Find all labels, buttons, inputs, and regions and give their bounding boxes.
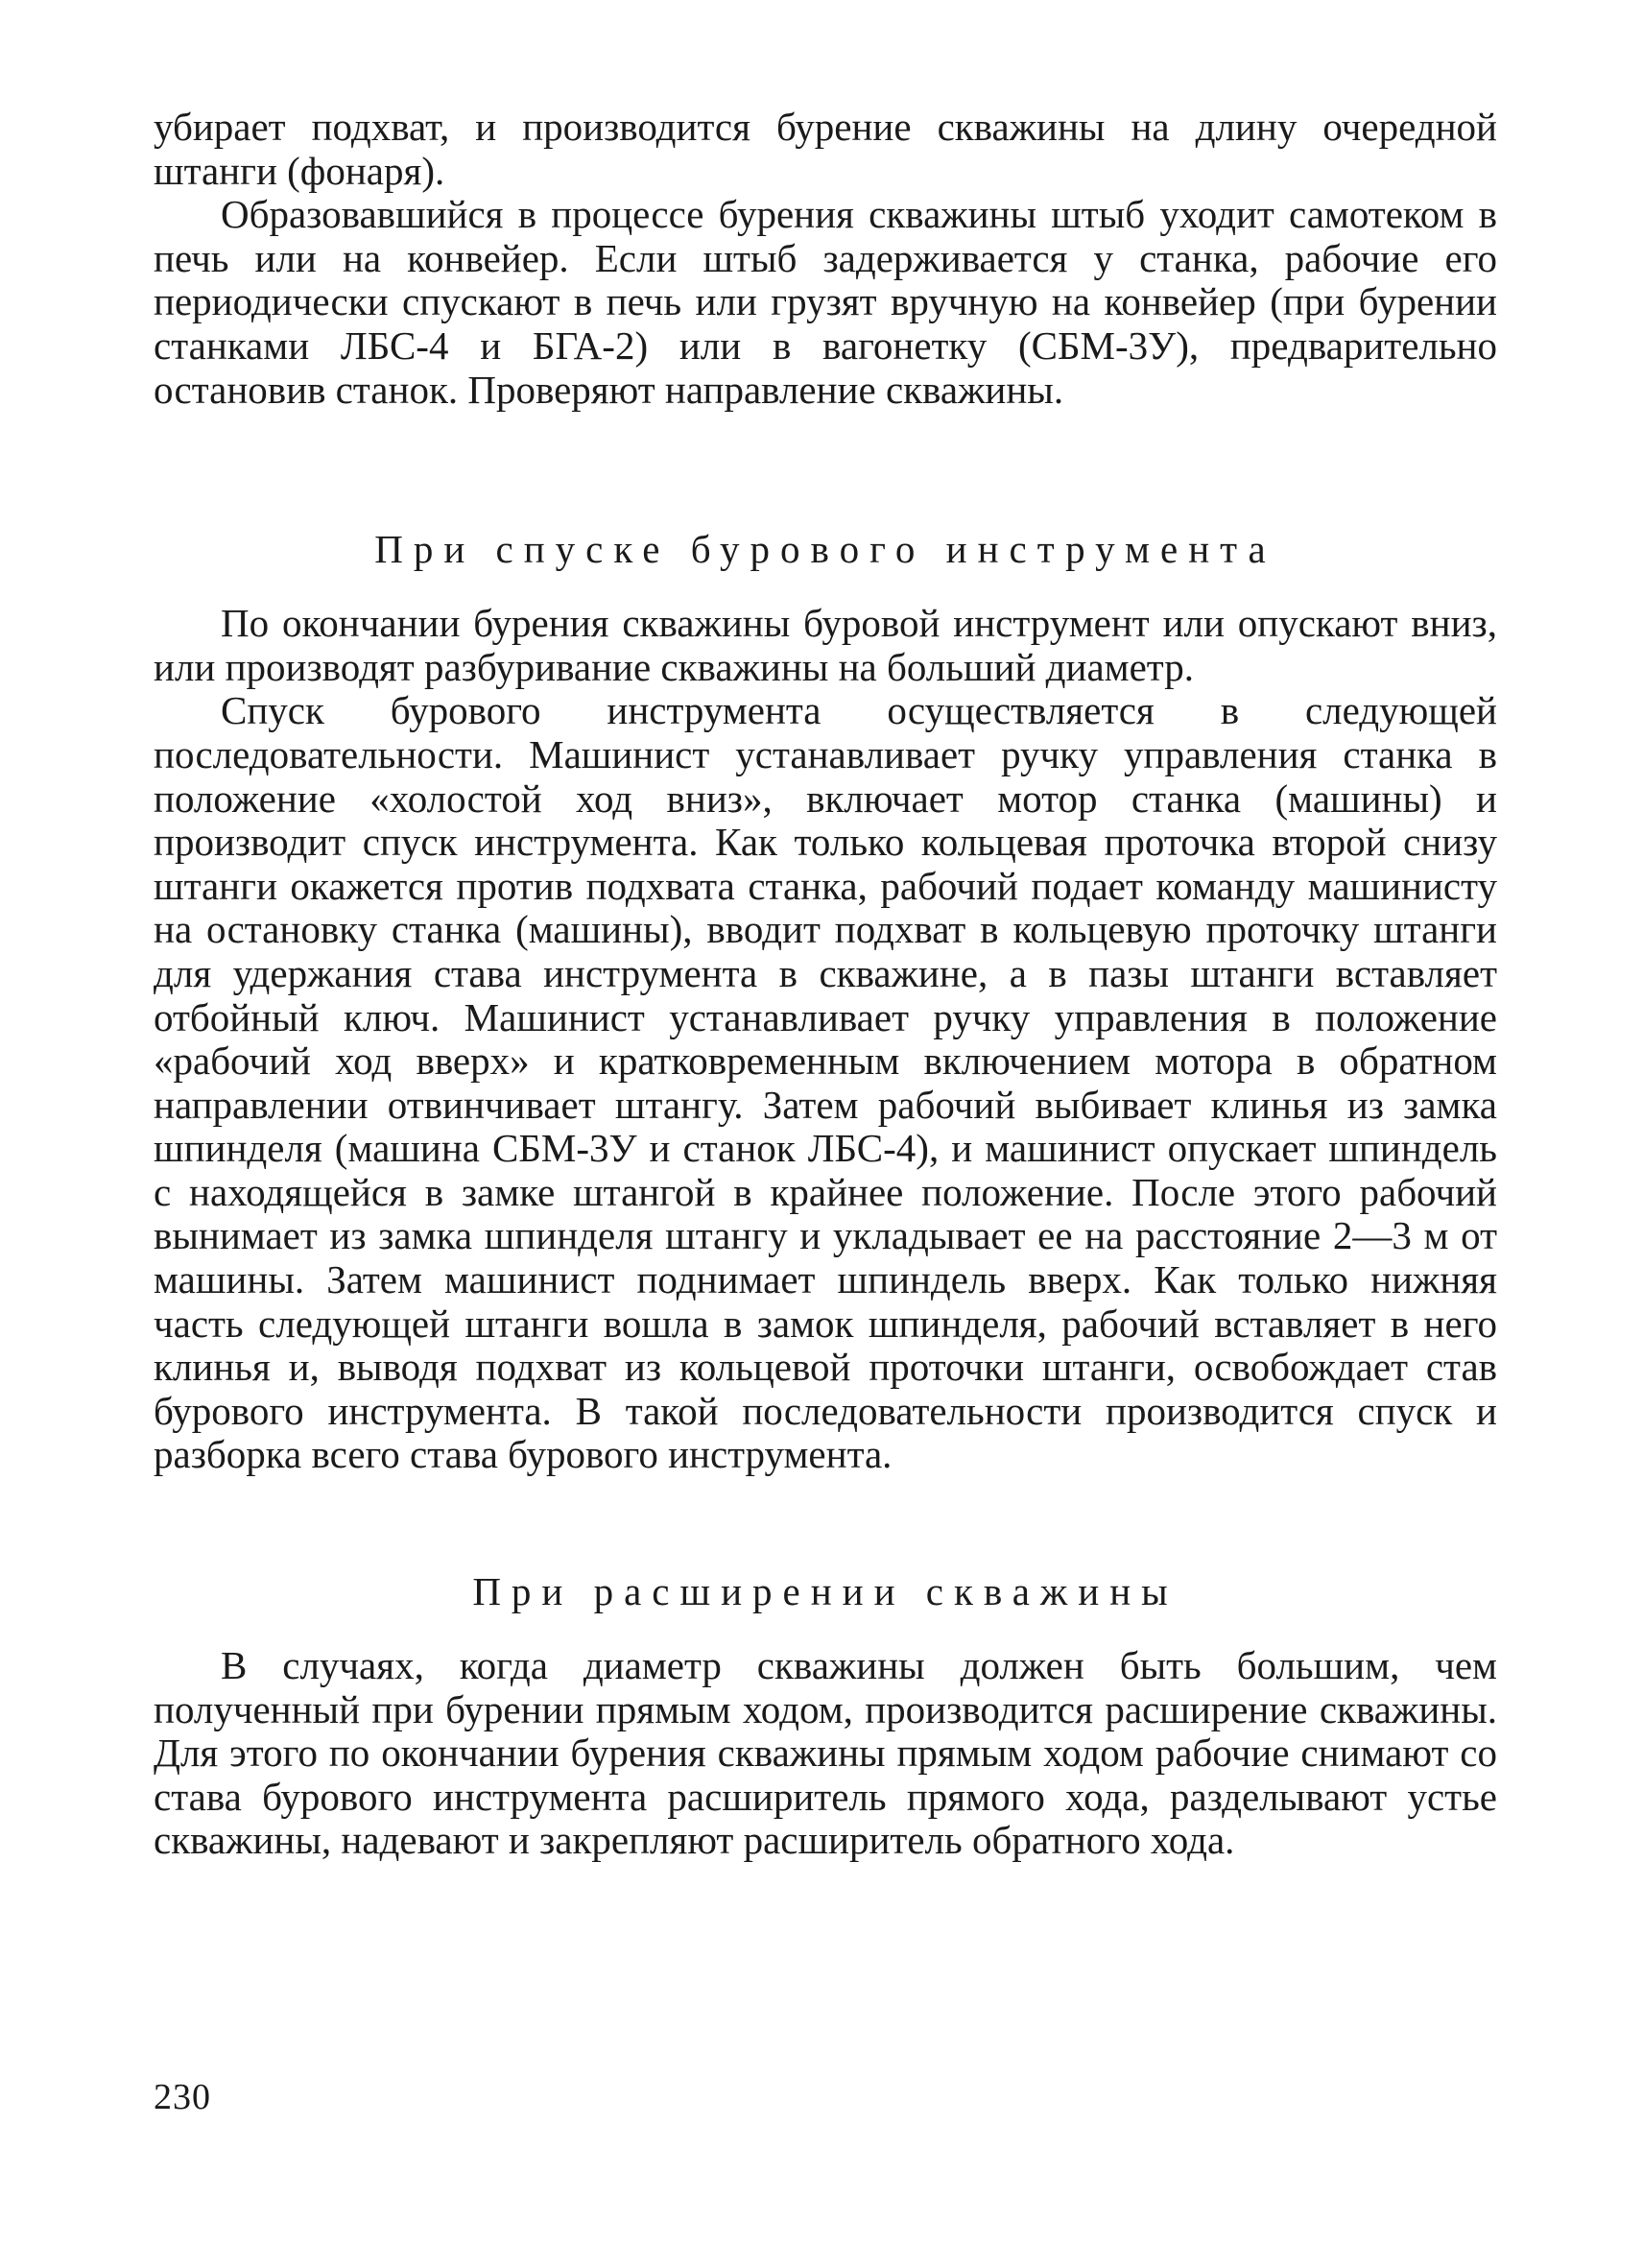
page-number: 230 bbox=[154, 2077, 211, 2117]
paragraph-descent-intro: По окончании бурения скважины буровой инструмент или опускают вниз, или производят разбуривание скважины на больший диаметр. bbox=[154, 601, 1497, 689]
paragraph-cuttings-removal: Образовавшийся в процессе бурения скважины штыб уходит самотеком в печь или на конвейер. Если штыб задерживается у станка, рабочие его периодически спускают в печь или грузят вручную на конвейер (при бурении станками ЛБС-4 и БГА-2) или в вагонетку (СБМ-3У), предварительно остановив станок. Проверяют направление скважины. bbox=[154, 192, 1497, 412]
paragraph-continuation: убирает подхват, и производится бурение скважины на длину очередной штанги (фонаря). bbox=[154, 105, 1497, 193]
section-heading-descent: При спуске бурового инструмента bbox=[374, 527, 1276, 572]
section-heading-widening: При расширении скважины bbox=[472, 1569, 1179, 1614]
book-page bbox=[154, 106, 1497, 2217]
paragraph-widening: В случаях, когда диаметр скважины должен быть большим, чем полученный при бурении прямым ходом, производится расширение скважины. Для этого по окончании бурения скважины прямым ходом рабочие снимают со става бурового инструмента расширитель прямого хода, разделывают устье скважины, надевают и закрепляют расширитель обратного хода. bbox=[154, 1643, 1497, 1863]
paragraph-descent-procedure: Спуск бурового инструмента осуществляется в следующей последовательности. Машинист устанавливает ручку управления станка в положение «холостой ход вниз», включает мотор станка (машины) и производит спуск инструмента. Как только кольцевая проточка второй снизу штанги окажется против подхвата станка, рабочий подает команду машинисту на остановку станка (машины), вводит подхват в кольцевую проточку штанги для удержания става инструмента в скважине, а в пазы штанги вставляет отбойный ключ. Машинист устанавливает ручку управления в положение «рабочий ход вверх» и кратковременным включением мотора в обратном направлении отвинчивает штангу. Затем рабочий выбивает клинья из замка шпинделя (машина СБМ-3У и станок ЛБС-4), и машинист опускает шпиндель с находящейся в замке штангой в крайнее положение. После этого рабочий вынимает из замка шпинделя штангу и укладывает ее на расстояние 2—3 м от машины. Затем машинист поднимает шпиндель вверх. Как только нижняя часть следующей штанги вошла в замок шпинделя, рабочий вставляет в него клинья и, выводя подхват из кольцевой проточки штанги, освобождает став бурового инструмента. В такой последовательности производится спуск и разборка всего става бурового инструмента. bbox=[154, 688, 1497, 1477]
